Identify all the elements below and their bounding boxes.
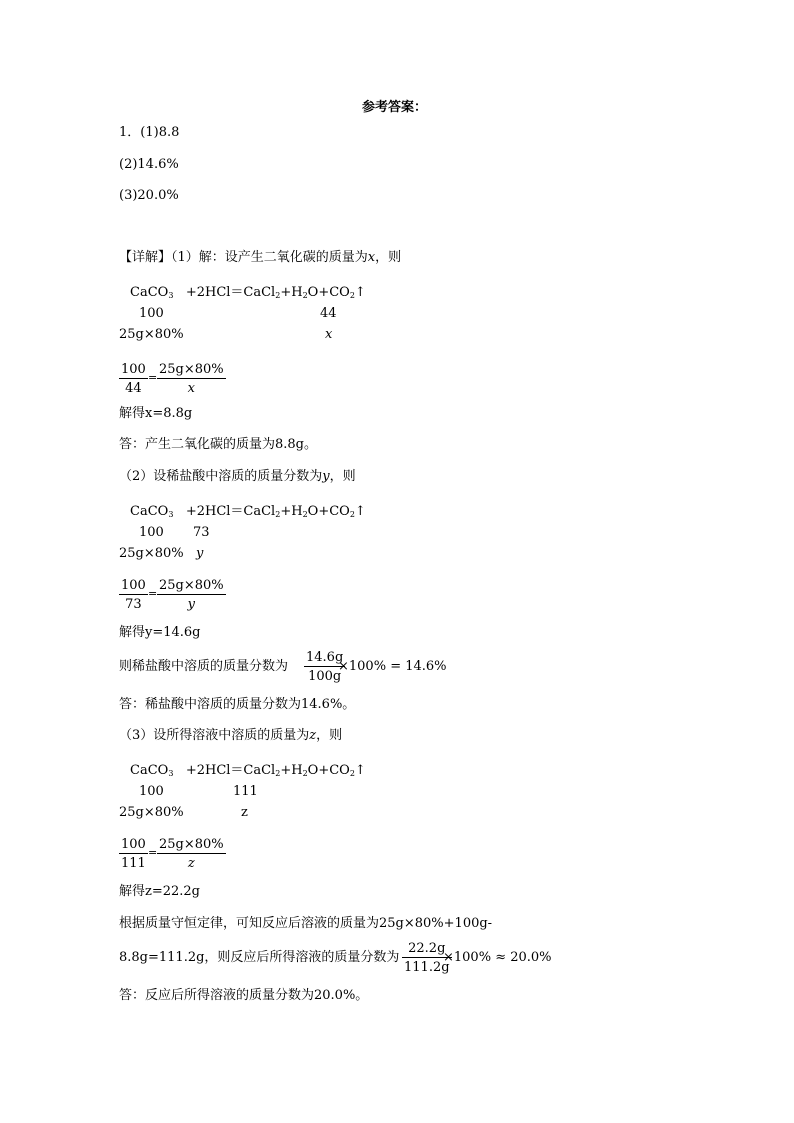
solve-y: 解得y=14.6g xyxy=(119,625,201,640)
fraction-right-3: $\frac{25g\times 80\%}{z}$ xyxy=(159,837,224,871)
answer-1 xyxy=(119,126,179,139)
detail-intro: 【详解】（1）解：设产生二氧化碳的质量为x，则 xyxy=(119,250,402,265)
given-mass: 25g×80% xyxy=(119,805,184,820)
part2-calc-suffix: ×100% = 14.6% xyxy=(338,659,447,674)
part3-calc-suffix: ×100% ≈ 20.0% xyxy=(443,950,552,965)
mass-conservation-line-1: 根据质量守恒定律，可知反应后溶液的质量为25g×80%+100g- xyxy=(119,916,493,931)
fraction-left-3: $\frac{100}{111}$ xyxy=(121,837,146,871)
given-mass: 25g×80% xyxy=(119,546,184,561)
molar-mass-caco3: 100 xyxy=(139,306,164,321)
answer-part-3: (3)20.0% xyxy=(119,188,179,203)
fraction-right-1: $\frac{25g\times 80\%}{x}$ xyxy=(159,362,224,396)
unknown-x: x xyxy=(325,327,333,342)
fraction-calc-3: $\frac{22.2g}{111.2g}$ xyxy=(404,941,450,975)
question-number: 1． xyxy=(119,125,141,140)
fraction-right-2: $\frac{25g\times 80\%}{y}$ xyxy=(159,578,224,612)
solve-z: 解得z=22.2g xyxy=(119,884,201,899)
unknown-z: z xyxy=(241,805,248,820)
answer-part-1: (1)8.8 xyxy=(140,125,180,140)
molar-mass-caco3: 100 xyxy=(139,784,164,799)
answer-part-2: (2)14.6% xyxy=(119,157,179,172)
page-title: 参考答案： xyxy=(362,100,428,115)
chemical-equation-3: CaCO$_3$ $+2HCl=CaCl_2+H_2O+CO_2↑$ xyxy=(130,763,366,778)
answer-x: 答：产生二氧化碳的质量为8.8g。 xyxy=(119,437,317,452)
chemical-equation-2: CaCO$_3$ $+2HCl=CaCl_2+H_2O+CO_2↑$ xyxy=(130,504,366,519)
chemical-equation-1: CaCO$_3$ $+2HCl=CaCl_2+H_2O+CO_2↑$ xyxy=(130,285,366,300)
molar-mass-co2: 44 xyxy=(320,306,337,321)
solve-x: 解得x=8.8g xyxy=(119,406,193,421)
fraction-calc-2: $\frac{14.6g}{100g}$ xyxy=(306,650,344,684)
unknown-y: y xyxy=(196,546,204,561)
part2-calc-prefix: 则稀盐酸中溶质的质量分数为 xyxy=(119,659,289,674)
fraction-left-1: $\frac{100}{44}$ xyxy=(121,362,146,396)
part3-intro: （3）设所得溶液中溶质的质量为z，则 xyxy=(119,728,343,743)
part2-intro: （2）设稀盐酸中溶质的质量分数为y，则 xyxy=(119,469,356,484)
answer-y: 答：稀盐酸中溶质的质量分数为14.6%。 xyxy=(119,697,356,712)
equals-sign: = xyxy=(148,371,158,384)
molar-mass-hcl: 73 xyxy=(193,525,210,540)
given-mass: 25g×80% xyxy=(119,327,184,342)
mass-conservation-line-2: 8.8g=111.2g，则反应后所得溶液的质量分数为 xyxy=(119,950,400,965)
molar-mass-cacl2: 111 xyxy=(233,784,258,799)
answer-z: 答：反应后所得溶液的质量分数为20.0%。 xyxy=(119,988,369,1003)
equals-sign: = xyxy=(148,587,158,600)
equals-sign: = xyxy=(148,846,158,859)
fraction-left-2: $\frac{100}{73}$ xyxy=(121,578,146,612)
molar-mass-caco3: 100 xyxy=(139,525,164,540)
